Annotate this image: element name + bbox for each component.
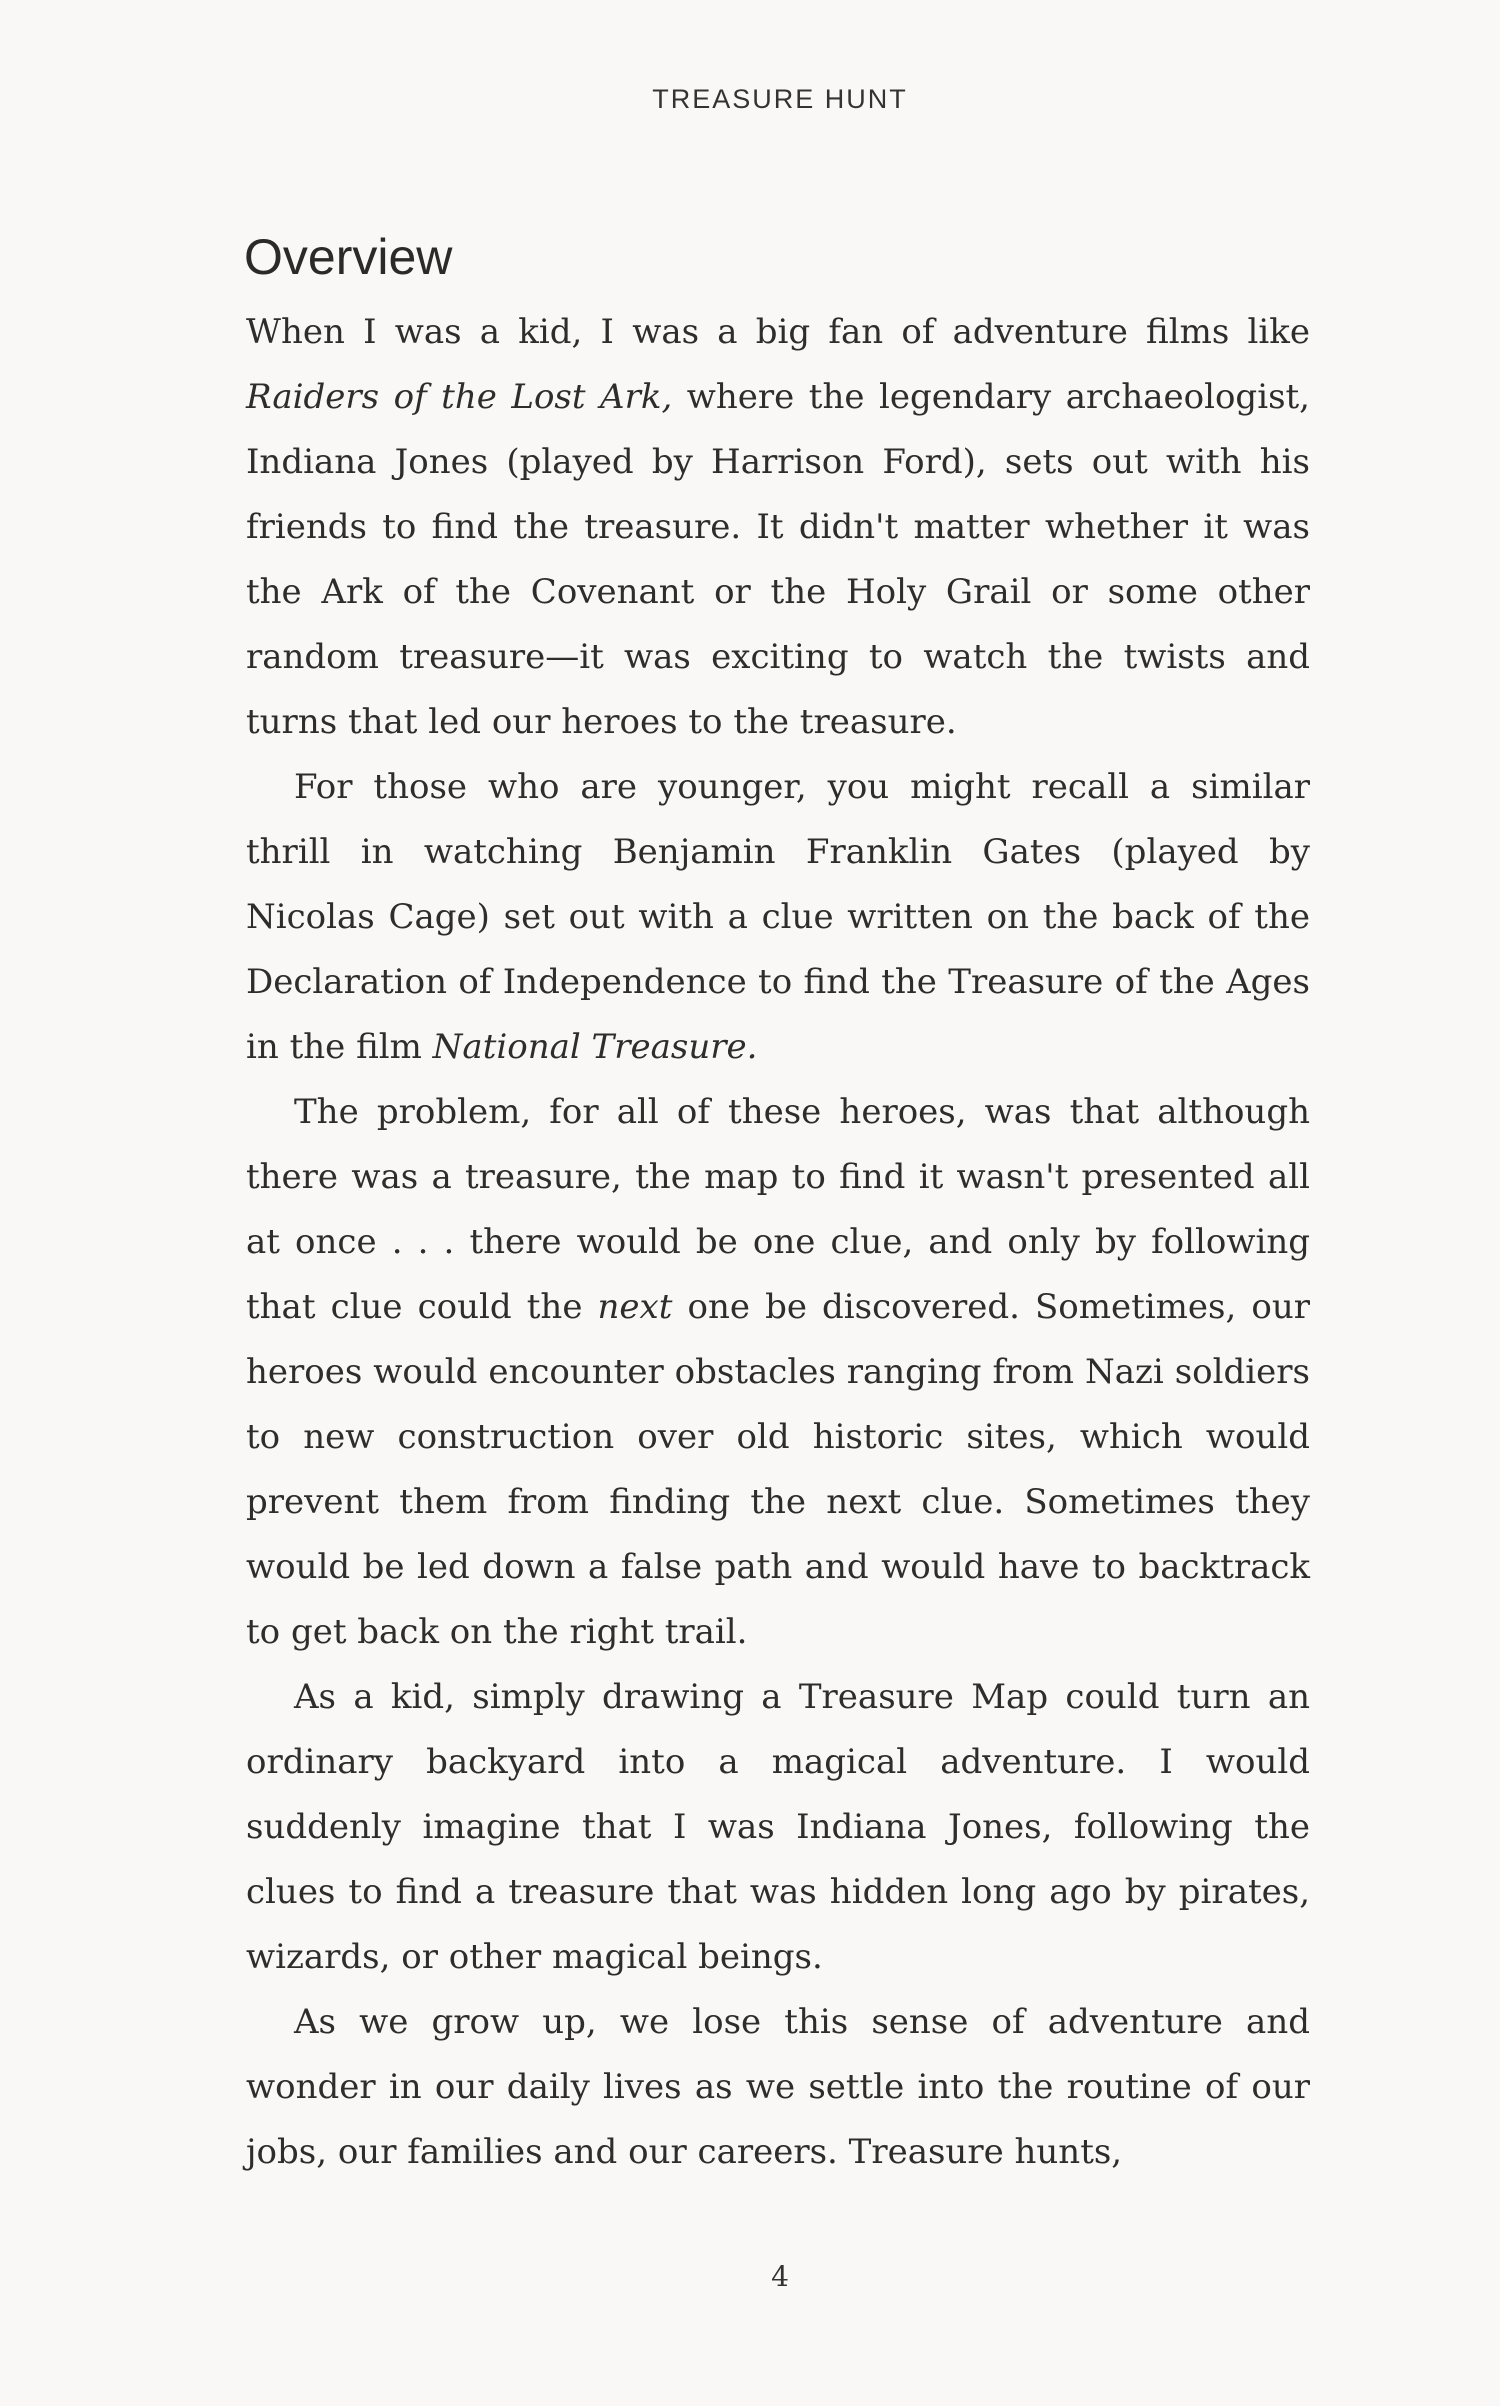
paragraph-3-text-b: one be discovered. Sometimes, our heroes would encounter obstacles ranging from Nazi soldiers to new construction over old historic sites, which would prevent them from finding the next clue. Sometimes they would be led down a false path and would have to backtrack to get back on the right trail.: [246, 1287, 1310, 1652]
page-number: 4: [771, 2260, 789, 2293]
body-text: [246, 300, 1310, 2185]
paragraph-2-text-a: For those who are younger, you might recall a similar thrill in watching Benjamin Franklin Gates (played by Nicolas Cage) set out with a clue written on the back of the Declaration of Independence to find the Treasure of the Ages in the film: [246, 767, 1310, 1067]
section-title: Overview: [244, 229, 453, 285]
paragraph-1: [246, 300, 1310, 755]
film-title-national-treasure: National Treasure.: [432, 1027, 758, 1067]
paragraph-4: As a kid, simply drawing a Treasure Map could turn an ordinary backyard into a magical adventure. I would suddenly imagine that I was Indiana Jones, following the clues to find a treasure that was hidden long ago by pirates, wizards, or other magical beings.: [246, 1677, 1310, 1977]
film-title-raiders: Raiders of the Lost Ark,: [246, 377, 673, 417]
paragraph-5: As we grow up, we lose this sense of adventure and wonder in our daily lives as we settle into the routine of our jobs, our families and our careers. Treasure hunts,: [246, 2002, 1310, 2172]
paragraph-1-text-b: where the legendary archaeologist, Indiana Jones (played by Harrison Ford), sets out with his friends to find the treasure. It didn't matter whether it was the Ark of the Covenant or the Holy Grail or some other random treasure—it was exciting to watch the twists and turns that led our heroes to the treasure.: [246, 377, 1310, 742]
paragraph-3: [246, 1080, 1310, 1665]
paragraph-1-text-a: When I was a kid, I was a big fan of adventure films like: [246, 312, 1310, 352]
paragraph-2: [246, 755, 1310, 1080]
emphasis-next: next: [597, 1287, 673, 1327]
running-head: TREASURE HUNT: [652, 84, 908, 114]
paragraph-3-text-a: The problem, for all of these heroes, was that although there was a treasure, the map to find it wasn't presented all at once . . . there would be one clue, and only by following that clue could the: [246, 1092, 1310, 1327]
